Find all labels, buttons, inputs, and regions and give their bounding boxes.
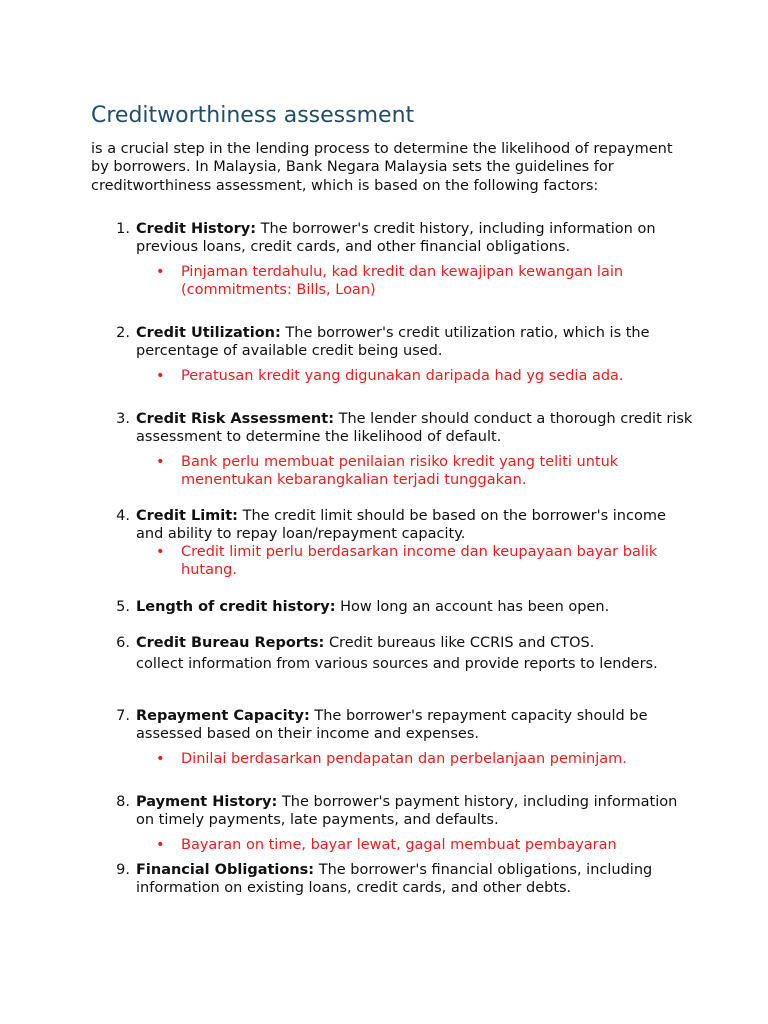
list-item-text: The borrower's payment history, including information on timely payments, late payments, and defaults. [136, 794, 678, 829]
list-item-body [136, 598, 696, 616]
list-item-heading: Credit Utilization: [136, 325, 281, 341]
list-item-body [136, 220, 696, 257]
list-item-number: 5. [116, 599, 130, 615]
list-item-body [136, 793, 696, 830]
list-item-body [136, 324, 696, 361]
list-item-text: The credit limit should be based on the borrower's income and ability to repay loan/repayment capacity. [136, 508, 666, 543]
bullet-icon: • [156, 454, 165, 470]
list-item-heading: Payment History: [136, 794, 278, 810]
list-item-number: 4. [116, 508, 130, 524]
bullet-note-text: Dinilai berdasarkan pendapatan dan perbelanjaan peminjam. [181, 751, 627, 767]
bullet-icon: • [156, 544, 165, 560]
list-item-heading: Length of credit history: [136, 599, 336, 615]
bullet-icon: • [156, 264, 165, 280]
bullet-note-text: Bayaran on time, bayar lewat, gagal membuat pembayaran [181, 837, 617, 853]
list-item-heading: Credit History: [136, 221, 256, 237]
list-item-number: 9. [116, 862, 130, 878]
list-item-heading: Credit Risk Assessment: [136, 411, 334, 427]
list-item-text: Credit bureaus like CCRIS and CTOS. [328, 635, 595, 651]
list-item-heading: Credit Limit: [136, 508, 238, 524]
list-item-number: 1. [116, 221, 130, 237]
list-item-body [136, 634, 696, 652]
list-item-body [136, 410, 696, 447]
list-item-number: 7. [116, 708, 130, 724]
bullet-note-text: Credit limit perlu berdasarkan income dan keupayaan bayar balik hutang. [181, 544, 658, 579]
list-item-heading: Financial Obligations: [136, 862, 315, 878]
intro-paragraph: is a crucial step in the lending process to determine the likelihood of repayment by borrowers. In Malaysia, Bank Negara Malaysia sets the guidelines for creditworthiness assessment, which is based on the following factors: [91, 141, 673, 194]
bullet-note-text: Bank perlu membuat penilaian risiko kredit yang teliti untuk menentukan kebarangkalian terjadi tunggakan. [181, 454, 619, 489]
list-item-number: 2. [116, 325, 130, 341]
bullet-icon: • [156, 751, 165, 767]
list-item-heading: Credit Bureau Reports: [136, 635, 325, 651]
bullet-note-text: Pinjaman terdahulu, kad kredit dan kewajipan kewangan lain (commitments: Bills, Loan) [181, 264, 624, 299]
bullet-icon: • [156, 837, 165, 853]
list-item-heading: Repayment Capacity: [136, 708, 310, 724]
bullet-note-text: Peratusan kredit yang digunakan daripada had yg sedia ada. [181, 368, 624, 384]
document-title: Creditworthiness assessment [91, 103, 415, 128]
list-item-number: 6. [116, 635, 130, 651]
list-item-body [136, 507, 696, 544]
list-item-text: The borrower's financial obligations, including information on existing loans, credit cards, and other debts. [136, 862, 653, 897]
list-item-text: The borrower's credit utilization ratio, which is the percentage of available credit being used. [136, 325, 650, 360]
list-item-body [136, 861, 696, 898]
list-item-body [136, 707, 696, 744]
list-item-continuation-text: collect information from various sources and provide reports to lenders. [136, 656, 658, 672]
list-item-text: The lender should conduct a thorough credit risk assessment to determine the likelihood of default. [136, 411, 693, 446]
list-item-text: The borrower's repayment capacity should be assessed based on their income and expenses. [136, 708, 648, 743]
list-item-text: How long an account has been open. [340, 599, 610, 615]
list-item-number: 3. [116, 411, 130, 427]
list-item-number: 8. [116, 794, 130, 810]
bullet-icon: • [156, 368, 165, 384]
list-item-text: The borrower's credit history, including information on previous loans, credit cards, and other financial obligations. [136, 221, 656, 256]
